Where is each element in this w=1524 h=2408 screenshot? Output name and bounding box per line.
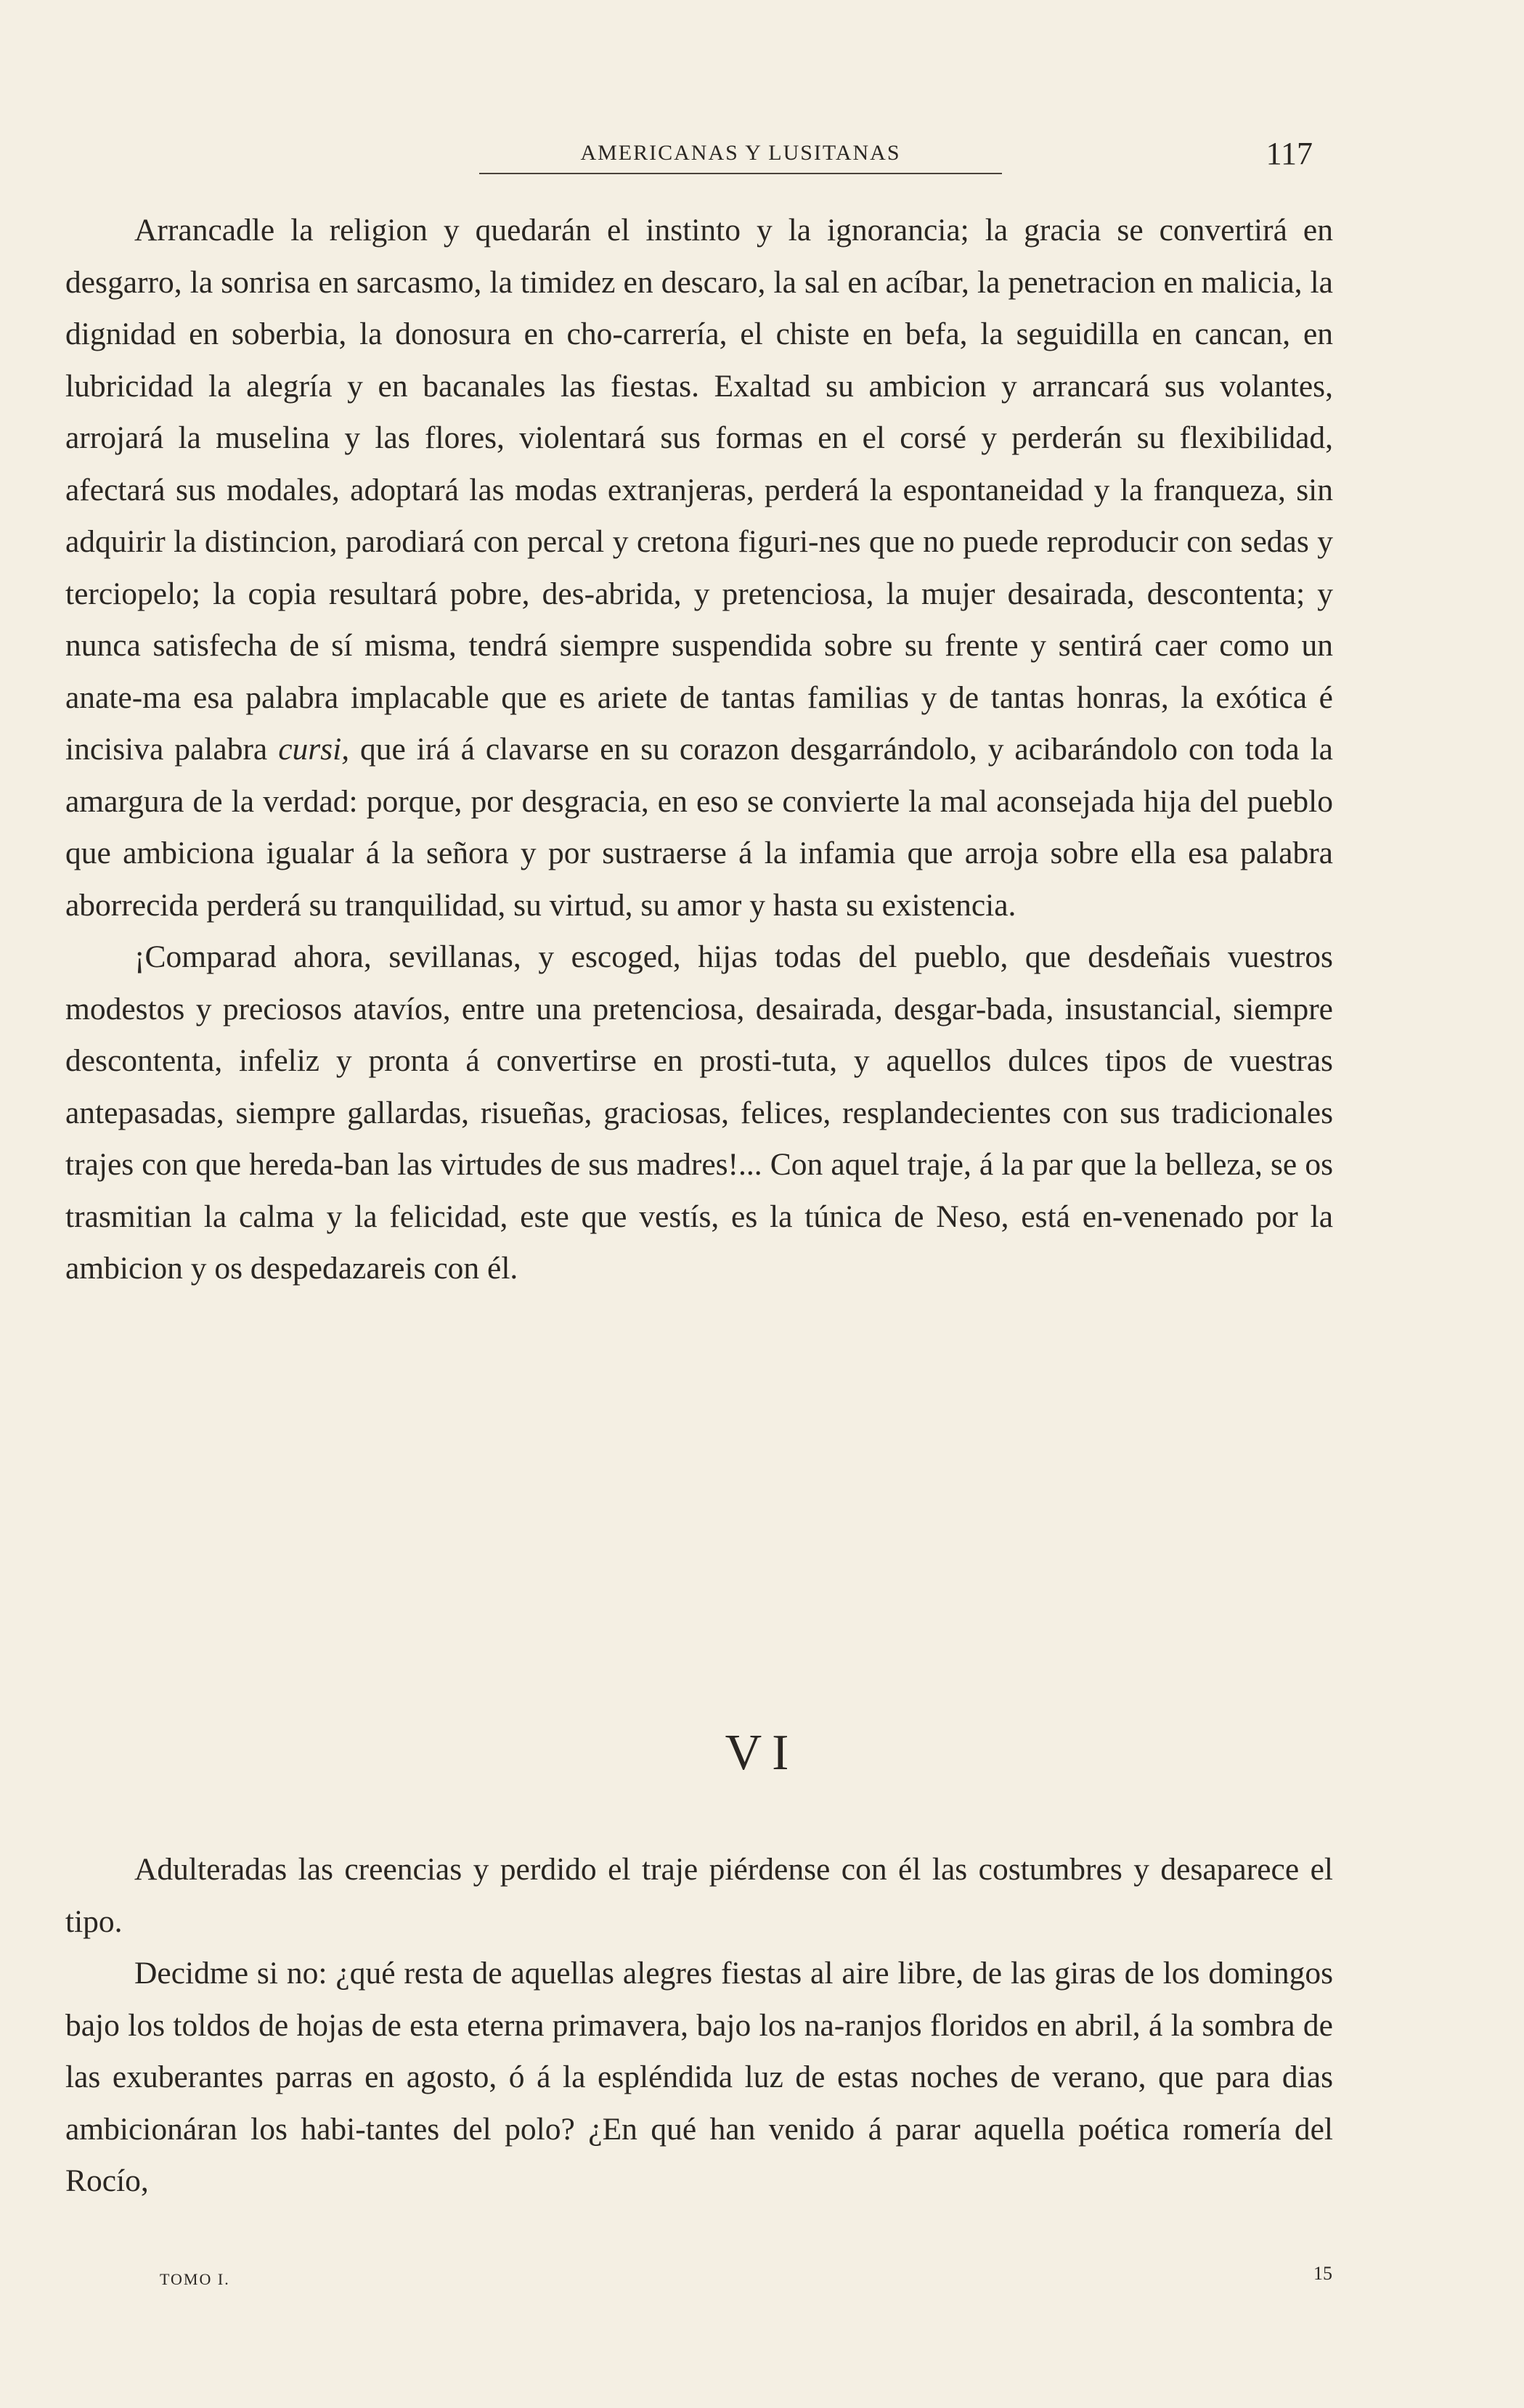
- italic-word-cursi: cursi,: [278, 732, 350, 767]
- page-number: 117: [1266, 136, 1313, 171]
- signature-mark: TOMO I.: [160, 2270, 230, 2288]
- paragraph-1: [65, 205, 1333, 931]
- section-heading: VI: [725, 1725, 799, 1781]
- section-text: [65, 1844, 1333, 2208]
- running-title: AMERICANAS Y LUSITANAS: [479, 141, 1002, 174]
- running-head: [65, 135, 1336, 179]
- signature-number: 15: [1313, 2263, 1332, 2284]
- paragraph-1-text-b: que irá á clavarse en su corazon desgarrándolo, y acibarándolo con toda la amargura de la verdad: porque, por desgracia, en eso se convierte la mal aconsejada hija del pueblo que ambiciona igualar á la señora y por sustraerse á la infamia que arroja sobre ella esa palabra aborrecida perderá su tranquilidad, su virtud, su amor y hasta su existencia.: [65, 732, 1333, 923]
- body-text: [65, 205, 1333, 1295]
- section-paragraph-1: Adulteradas las creencias y perdido el traje piérdense con él las costumbres y desaparece el tipo.: [65, 1852, 1333, 1939]
- paragraph-1-text-a: Arrancadle la religion y quedarán el instinto y la ignorancia; la gracia se convertirá en desgarro, la sonrisa en sarcasmo, la timidez en descaro, la sal en acíbar, la penetracion en malicia, la dignidad en soberbia, la donosura en cho-carrería, el chiste en befa, la seguidilla en cancan, en lubricidad la alegría y en bacanales las fiestas. Exaltad su ambicion y arrancará sus volantes, arrojará la muselina y las flores, violentará sus formas en el corsé y perderán su flexibilidad, afectará sus modales, adoptará las modas extranjeras, perderá la espontaneidad y la franqueza, sin adquirir la distincion, parodiará con percal y cretona figuri-nes que no puede reproducir con sedas y terciopelo; la copia resultará pobre, des-abrida, y pretenciosa, la mujer desairada, descontenta; y nunca satisfecha de sí misma, tendrá siempre suspendida sobre su frente y sentirá caer como un anate-ma esa palabra implacable que es ariete de tantas familias y de tantas honras, la exótica é incisiva palabra: [65, 213, 1333, 767]
- section-paragraph-2: Decidme si no: ¿qué resta de aquellas alegres fiestas al aire libre, de las giras de los domingos bajo los toldos de hojas de esta eterna primavera, bajo los na-ranjos floridos en abril, á la sombra de las exuberantes parras en agosto, ó á la espléndida luz de estas noches de verano, que para dias ambicionáran los habi-tantes del polo? ¿En qué han venido á parar aquella poética romería del Rocío,: [65, 1956, 1333, 2198]
- paragraph-2: ¡Comparad ahora, sevillanas, y escoged, hijas todas del pueblo, que desdeñais vuestros modestos y preciosos atavíos, entre una pretenciosa, desairada, desgar-bada, insustancial, siempre descontenta, infeliz y pronta á convertirse en prosti-tuta, y aquellos dulces tipos de vuestras antepasadas, siempre gallardas, risueñas, graciosas, felices, resplandecientes con sus tradicionales trajes con que hereda-ban las virtudes de sus madres!... Con aquel traje, á la par que la belleza, se os trasmitian la calma y la felicidad, este que vestís, es la túnica de Neso, está en-venenado por la ambicion y os despedazareis con él.: [65, 939, 1333, 1286]
